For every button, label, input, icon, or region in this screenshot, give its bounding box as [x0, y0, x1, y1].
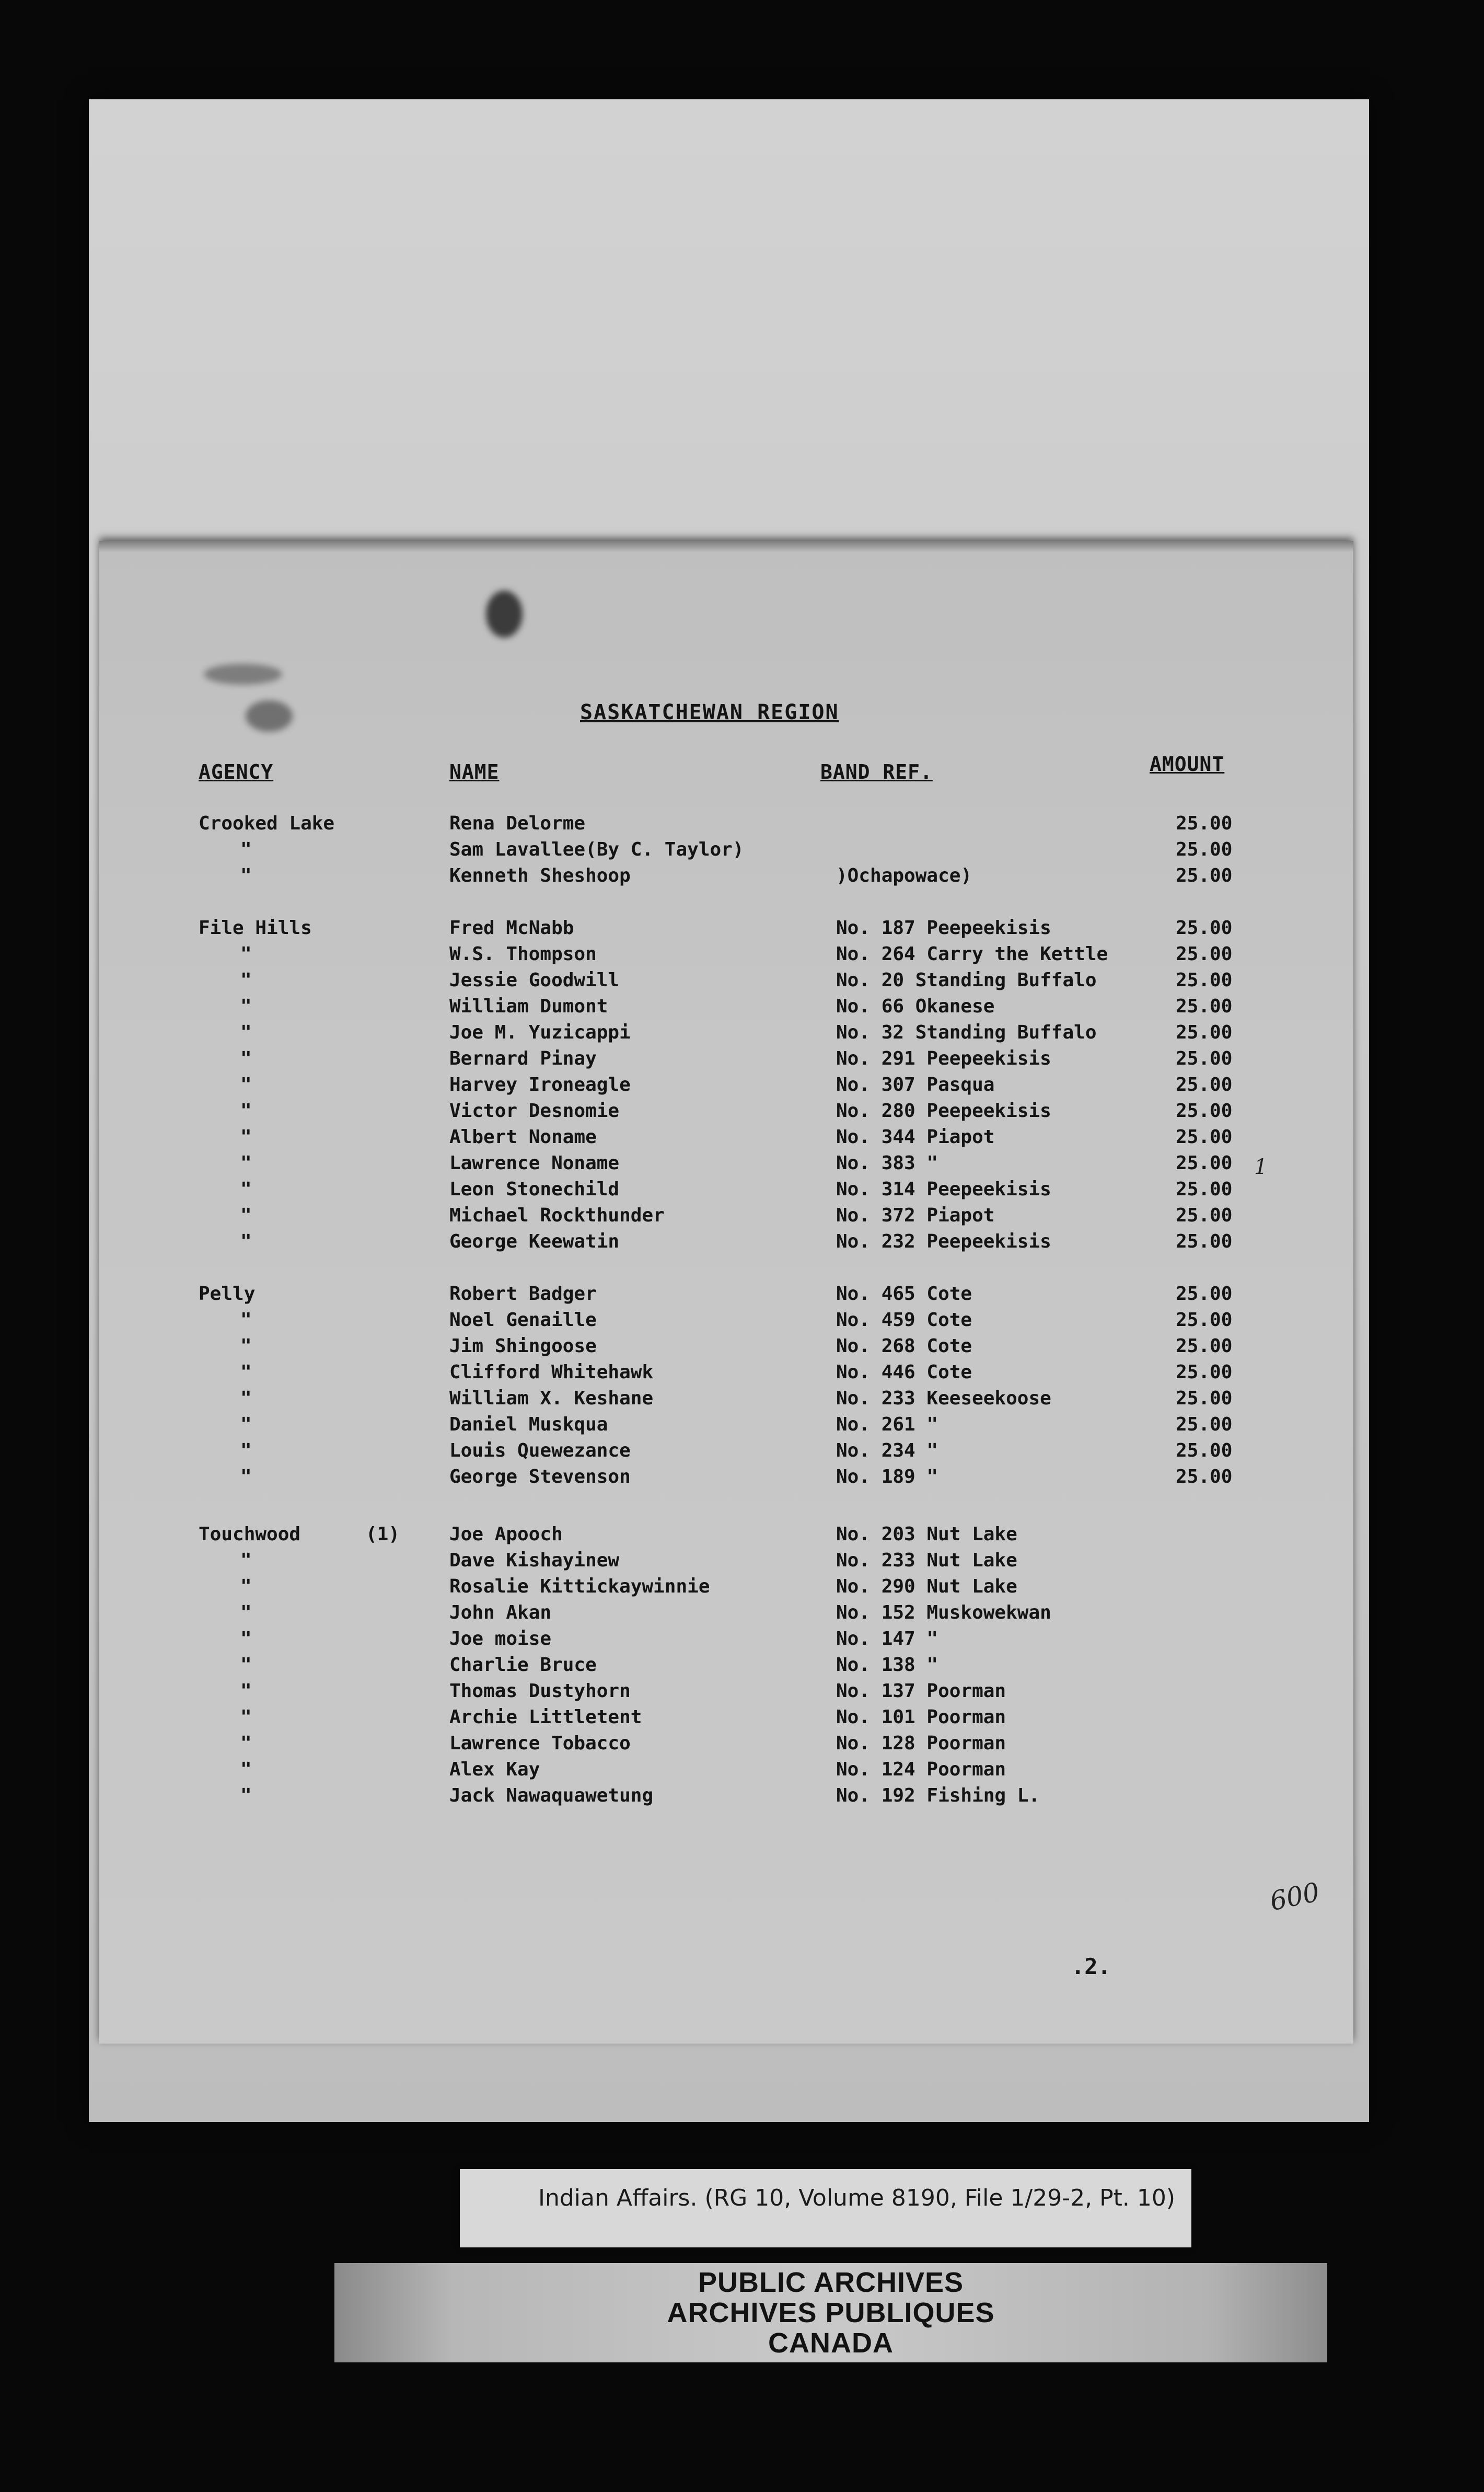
list-item [0, 1733, 1484, 1759]
band-ref-cell: No. 32 Standing Buffalo [836, 1022, 1097, 1043]
list-item [0, 1362, 1484, 1388]
list-item [0, 996, 1484, 1022]
list-item [0, 1205, 1484, 1231]
agency-cell: " [240, 1706, 252, 1728]
amount-cell: 25.00 [1176, 1388, 1233, 1409]
agency-cell: " [240, 1733, 252, 1754]
header-agency: AGENCY [199, 760, 274, 783]
agency-cell: Crooked Lake [199, 813, 335, 834]
agency-cell: " [240, 1654, 252, 1676]
name-cell: Robert Badger [449, 1283, 597, 1305]
archive-reference-label [460, 2169, 1191, 2247]
name-cell: Charlie Bruce [449, 1654, 597, 1676]
list-item [0, 1576, 1484, 1602]
amount-cell: 25.00 [1176, 1100, 1233, 1122]
list-item [0, 943, 1484, 970]
name-cell: George Keewatin [449, 1231, 620, 1252]
band-ref-cell: No. 189 " [836, 1466, 938, 1487]
band-ref-cell: No. 101 Poorman [836, 1706, 1006, 1728]
list-item [0, 1466, 1484, 1492]
agency-cell: " [240, 1388, 252, 1409]
list-item [0, 1759, 1484, 1785]
stain-mark [246, 700, 293, 732]
name-cell: Albert Noname [449, 1126, 597, 1148]
amount-cell: 25.00 [1176, 1152, 1233, 1174]
name-cell: Victor Desnomie [449, 1100, 620, 1122]
list-item [0, 1283, 1484, 1309]
agency-cell: " [240, 943, 252, 965]
band-ref-cell: No. 234 " [836, 1440, 938, 1461]
list-item [0, 1126, 1484, 1152]
agency-cell: " [240, 1126, 252, 1148]
name-cell: W.S. Thompson [449, 943, 597, 965]
name-cell: Harvey Ironeagle [449, 1074, 631, 1095]
band-ref-cell: )Ochapowace) [836, 865, 972, 886]
agency-cell: " [240, 1022, 252, 1043]
band-ref-cell: No. 20 Standing Buffalo [836, 970, 1097, 991]
band-ref-cell: No. 138 " [836, 1654, 938, 1676]
agency-cell: " [240, 865, 252, 886]
band-ref-cell: No. 66 Okanese [836, 996, 995, 1017]
agency-cell: " [240, 1466, 252, 1487]
amount-cell: 25.00 [1176, 1179, 1233, 1200]
amount-cell: 25.00 [1176, 917, 1233, 939]
band-ref-cell: No. 147 " [836, 1628, 938, 1649]
page-title: SASKATCHEWAN REGION [580, 700, 839, 724]
agency-cell: " [240, 1048, 252, 1069]
header-amount: AMOUNT [1150, 753, 1225, 776]
agency-cell: " [240, 1205, 252, 1226]
name-cell: George Stevenson [449, 1466, 631, 1487]
name-cell: Rena Delorme [449, 813, 586, 834]
amount-cell: 25.00 [1176, 1466, 1233, 1487]
margin-note: 600 [1267, 1876, 1323, 1917]
amount-cell: 25.00 [1176, 996, 1233, 1017]
band-ref-cell: No. 261 " [836, 1414, 938, 1435]
name-cell: Joe moise [449, 1628, 552, 1649]
agency-cell: " [240, 1759, 252, 1780]
list-item [0, 1550, 1484, 1576]
name-cell: Lawrence Noname [449, 1152, 620, 1174]
band-ref-cell: No. 124 Poorman [836, 1759, 1006, 1780]
name-cell: Clifford Whitehawk [449, 1362, 654, 1383]
name-cell: John Akan [449, 1602, 552, 1623]
name-cell: Daniel Muskqua [449, 1414, 608, 1435]
name-cell: Jack Nawaquawetung [449, 1785, 654, 1806]
name-cell: Bernard Pinay [449, 1048, 597, 1069]
band-ref-cell: No. 128 Poorman [836, 1733, 1006, 1754]
band-ref-cell: No. 446 Cote [836, 1362, 972, 1383]
agency-cell: " [240, 1362, 252, 1383]
agency-cell: " [240, 1550, 252, 1571]
name-cell: Rosalie Kittickaywinnie [449, 1576, 710, 1597]
amount-cell: 25.00 [1176, 943, 1233, 965]
agency-cell: " [240, 1602, 252, 1623]
name-cell: Noel Genaille [449, 1309, 597, 1331]
band-ref-cell: No. 280 Peepeekisis [836, 1100, 1051, 1122]
name-cell: William X. Keshane [449, 1388, 654, 1409]
amount-cell: 25.00 [1176, 1335, 1233, 1357]
agency-cell: " [240, 1152, 252, 1174]
stain-mark [204, 664, 282, 685]
stamp-line: ARCHIVES PUBLIQUES [667, 2297, 995, 2328]
agency-cell: " [240, 1628, 252, 1649]
band-ref-cell: No. 232 Peepeekisis [836, 1231, 1051, 1252]
agency-cell: " [240, 1414, 252, 1435]
amount-cell: 25.00 [1176, 1414, 1233, 1435]
band-ref-cell: No. 233 Keeseekoose [836, 1388, 1051, 1409]
archive-stamp [334, 2263, 1327, 2362]
page-number: .2. [1071, 1954, 1111, 1979]
name-cell: Michael Rockthunder [449, 1205, 665, 1226]
name-cell: Fred McNabb [449, 917, 574, 939]
band-ref-cell: No. 268 Cote [836, 1335, 972, 1357]
list-item [0, 1440, 1484, 1466]
list-item [0, 1680, 1484, 1706]
name-cell: Jim Shingoose [449, 1335, 597, 1357]
agency-cell: " [240, 1100, 252, 1122]
list-item [0, 1524, 1484, 1550]
amount-cell: 25.00 [1176, 839, 1233, 860]
amount-cell: 25.00 [1176, 970, 1233, 991]
margin-note: 1 [1254, 1155, 1268, 1179]
list-item [0, 1706, 1484, 1733]
list-item [0, 1602, 1484, 1628]
band-ref-cell: No. 291 Peepeekisis [836, 1048, 1051, 1069]
name-cell: Sam Lavallee(By C. Taylor) [449, 839, 744, 860]
name-cell: Joe Apooch [449, 1524, 563, 1545]
agency-cell: " [240, 1309, 252, 1331]
stamp-line: CANADA [768, 2327, 894, 2359]
agency-cell: " [240, 1179, 252, 1200]
list-item [0, 1414, 1484, 1440]
name-cell: Joe M. Yuzicappi [449, 1022, 631, 1043]
name-cell: Archie Littletent [449, 1706, 642, 1728]
name-cell: Kenneth Sheshoop [449, 865, 631, 886]
name-cell: Alex Kay [449, 1759, 540, 1780]
band-ref-cell: No. 383 " [836, 1152, 938, 1174]
amount-cell: 25.00 [1176, 1074, 1233, 1095]
agency-cell: " [240, 1074, 252, 1095]
stamp-line: PUBLIC ARCHIVES [698, 2267, 964, 2298]
agency-cell: " [240, 1440, 252, 1461]
band-ref-cell: No. 203 Nut Lake [836, 1524, 1017, 1545]
amount-cell: 25.00 [1176, 1205, 1233, 1226]
band-ref-cell: No. 307 Pasqua [836, 1074, 995, 1095]
header-name: NAME [449, 760, 500, 783]
list-item [0, 813, 1484, 839]
stain-mark [486, 591, 523, 638]
amount-cell: 25.00 [1176, 1283, 1233, 1305]
list-item [0, 1309, 1484, 1335]
name-cell: Leon Stonechild [449, 1179, 620, 1200]
agency-cell: " [240, 1576, 252, 1597]
agency-cell: " [240, 1680, 252, 1702]
list-item [0, 1074, 1484, 1100]
band-ref-cell: No. 459 Cote [836, 1309, 972, 1331]
amount-cell: 25.00 [1176, 1309, 1233, 1331]
agency-cell: " [240, 996, 252, 1017]
band-ref-cell: No. 192 Fishing L. [836, 1785, 1040, 1806]
list-item [0, 865, 1484, 891]
list-item [0, 1654, 1484, 1680]
band-ref-cell: No. 372 Piapot [836, 1205, 995, 1226]
amount-cell: 25.00 [1176, 1362, 1233, 1383]
list-item [0, 1231, 1484, 1257]
agency-note-cell: (1) [366, 1524, 400, 1545]
name-cell: William Dumont [449, 996, 608, 1017]
list-item [0, 1335, 1484, 1362]
band-ref-cell: No. 344 Piapot [836, 1126, 995, 1148]
name-cell: Louis Quewezance [449, 1440, 631, 1461]
amount-cell: 25.00 [1176, 865, 1233, 886]
list-item [0, 839, 1484, 865]
name-cell: Jessie Goodwill [449, 970, 620, 991]
list-item [0, 1179, 1484, 1205]
agency-cell: " [240, 970, 252, 991]
amount-cell: 25.00 [1176, 1231, 1233, 1252]
name-cell: Thomas Dustyhorn [449, 1680, 631, 1702]
list-item [0, 1048, 1484, 1074]
agency-cell: " [240, 839, 252, 860]
archive-reference: Indian Affairs. (RG 10, Volume 8190, File 1/29-2, Pt. 10) [538, 2185, 1175, 2211]
band-ref-cell: No. 264 Carry the Kettle [836, 943, 1108, 965]
amount-cell: 25.00 [1176, 1126, 1233, 1148]
list-item [0, 1100, 1484, 1126]
agency-cell: " [240, 1785, 252, 1806]
list-item [0, 917, 1484, 943]
list-item [0, 970, 1484, 996]
band-ref-cell: No. 152 Muskowekwan [836, 1602, 1051, 1623]
agency-cell: " [240, 1231, 252, 1252]
band-ref-cell: No. 314 Peepeekisis [836, 1179, 1051, 1200]
name-cell: Dave Kishayinew [449, 1550, 620, 1571]
band-ref-cell: No. 187 Peepeekisis [836, 917, 1051, 939]
amount-cell: 25.00 [1176, 1048, 1233, 1069]
list-item [0, 1628, 1484, 1654]
agency-cell: Pelly [199, 1283, 256, 1305]
amount-cell: 25.00 [1176, 1440, 1233, 1461]
list-item [0, 1022, 1484, 1048]
agency-cell: Touchwood [199, 1524, 301, 1545]
band-ref-cell: No. 290 Nut Lake [836, 1576, 1017, 1597]
list-item [0, 1388, 1484, 1414]
list-item [0, 1785, 1484, 1811]
header-band-ref: BAND REF. [820, 760, 933, 783]
band-ref-cell: No. 233 Nut Lake [836, 1550, 1017, 1571]
band-ref-cell: No. 465 Cote [836, 1283, 972, 1305]
agency-cell: " [240, 1335, 252, 1357]
amount-cell: 25.00 [1176, 813, 1233, 834]
band-ref-cell: No. 137 Poorman [836, 1680, 1006, 1702]
agency-cell: File Hills [199, 917, 312, 939]
name-cell: Lawrence Tobacco [449, 1733, 631, 1754]
amount-cell: 25.00 [1176, 1022, 1233, 1043]
